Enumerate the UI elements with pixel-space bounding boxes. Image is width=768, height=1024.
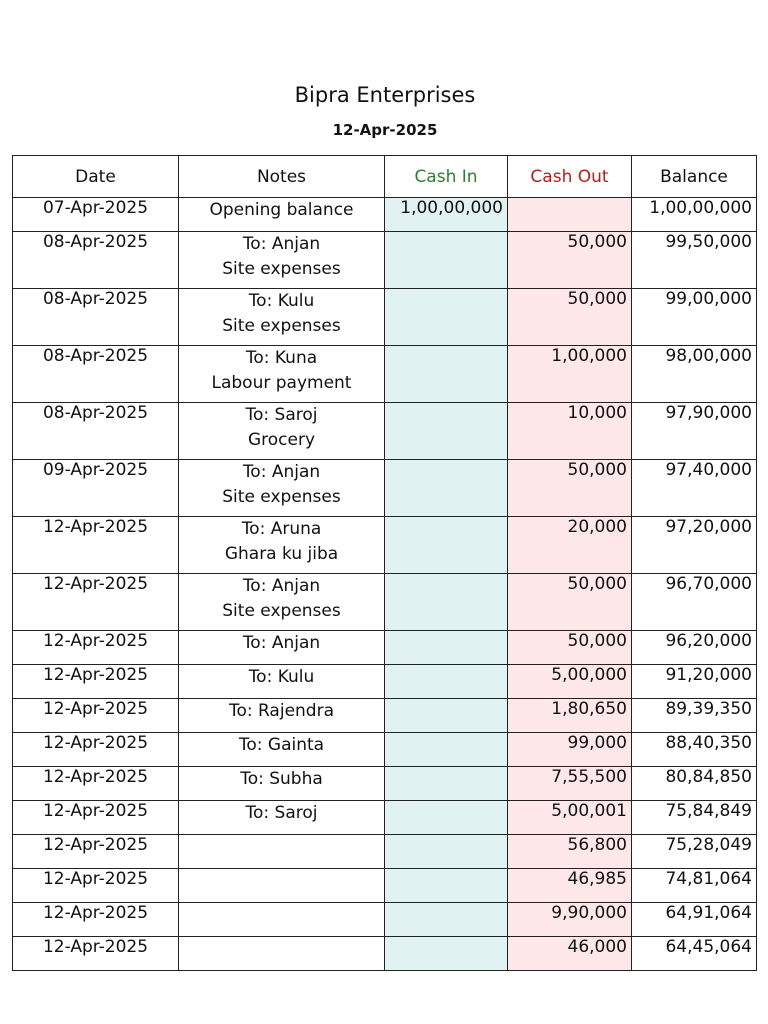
cell-date: 12-Apr-2025 xyxy=(13,903,179,937)
cell-balance: 97,90,000 xyxy=(632,403,757,460)
cell-balance: 99,50,000 xyxy=(632,232,757,289)
cash-ledger-table xyxy=(12,155,757,971)
note-line: Site expenses xyxy=(222,316,341,336)
cell-balance: 75,84,849 xyxy=(632,801,757,835)
cell-cash-in xyxy=(385,801,508,835)
cell-cash-out: 46,985 xyxy=(508,869,632,903)
cell-balance: 64,45,064 xyxy=(632,937,757,971)
cell-notes xyxy=(179,346,385,403)
cell-cash-out: 99,000 xyxy=(508,733,632,767)
note-line: To: Aruna xyxy=(241,519,322,539)
note-line: To: Gainta xyxy=(238,735,325,755)
cell-date: 07-Apr-2025 xyxy=(13,198,179,232)
note-line: To: Subha xyxy=(240,769,323,789)
cell-balance: 80,84,850 xyxy=(632,767,757,801)
note-line: Site expenses xyxy=(222,601,341,621)
table-row xyxy=(13,232,757,289)
note-line: To: Rajendra xyxy=(228,701,335,721)
cell-cash-out: 50,000 xyxy=(508,289,632,346)
table-row xyxy=(13,198,757,232)
cell-cash-out: 5,00,001 xyxy=(508,801,632,835)
table-row xyxy=(13,767,757,801)
note-line: To: Anjan xyxy=(242,633,321,653)
cell-date: 12-Apr-2025 xyxy=(13,733,179,767)
column-header-balance: Balance xyxy=(632,156,757,198)
cell-cash-in xyxy=(385,869,508,903)
cell-date: 12-Apr-2025 xyxy=(13,665,179,699)
table-row xyxy=(13,460,757,517)
cell-cash-in xyxy=(385,937,508,971)
cell-cash-in xyxy=(385,403,508,460)
cell-cash-in xyxy=(385,665,508,699)
cell-balance: 91,20,000 xyxy=(632,665,757,699)
cell-cash-in xyxy=(385,733,508,767)
cell-cash-out: 7,55,500 xyxy=(508,767,632,801)
cell-cash-out: 50,000 xyxy=(508,232,632,289)
note-line: Ghara ku jiba xyxy=(224,544,339,564)
table-row xyxy=(13,665,757,699)
cell-balance: 99,00,000 xyxy=(632,289,757,346)
cell-notes xyxy=(179,835,385,869)
cell-date: 09-Apr-2025 xyxy=(13,460,179,517)
cell-cash-in xyxy=(385,903,508,937)
table-row xyxy=(13,403,757,460)
cell-cash-out: 56,800 xyxy=(508,835,632,869)
note-line: To: Kulu xyxy=(248,667,315,687)
cell-cash-in xyxy=(385,574,508,631)
cell-balance: 96,70,000 xyxy=(632,574,757,631)
note-line: Site expenses xyxy=(222,487,341,507)
table-row xyxy=(13,346,757,403)
cell-date: 08-Apr-2025 xyxy=(13,403,179,460)
cell-date: 12-Apr-2025 xyxy=(13,517,179,574)
cell-notes xyxy=(179,517,385,574)
cell-notes xyxy=(179,767,385,801)
note-line: Grocery xyxy=(247,430,316,450)
cell-notes xyxy=(179,733,385,767)
cell-notes xyxy=(179,403,385,460)
note-line: To: Anjan xyxy=(242,462,321,482)
table-row xyxy=(13,835,757,869)
table-row xyxy=(13,903,757,937)
table-row xyxy=(13,517,757,574)
table-row xyxy=(13,631,757,665)
cell-balance: 88,40,350 xyxy=(632,733,757,767)
cell-notes xyxy=(179,699,385,733)
note-line: Labour payment xyxy=(211,373,352,393)
table-row xyxy=(13,289,757,346)
cell-cash-out: 50,000 xyxy=(508,631,632,665)
cell-cash-in: 1,00,00,000 xyxy=(385,198,508,232)
cell-date: 12-Apr-2025 xyxy=(13,574,179,631)
cell-notes xyxy=(179,198,385,232)
cell-balance: 89,39,350 xyxy=(632,699,757,733)
cell-cash-in xyxy=(385,289,508,346)
cell-notes xyxy=(179,937,385,971)
column-header-notes: Notes xyxy=(179,156,385,198)
cell-date: 08-Apr-2025 xyxy=(13,346,179,403)
cell-cash-out: 46,000 xyxy=(508,937,632,971)
cell-cash-in xyxy=(385,460,508,517)
cell-balance: 97,20,000 xyxy=(632,517,757,574)
cell-cash-out: 50,000 xyxy=(508,460,632,517)
table-row xyxy=(13,733,757,767)
table-row xyxy=(13,801,757,835)
cell-notes xyxy=(179,665,385,699)
note-line: To: Kuna xyxy=(245,348,318,368)
column-header-cash-out: Cash Out xyxy=(508,156,632,198)
cell-cash-in xyxy=(385,835,508,869)
note-line: Site expenses xyxy=(222,259,341,279)
cell-cash-out: 10,000 xyxy=(508,403,632,460)
cell-cash-in xyxy=(385,767,508,801)
note-line: To: Saroj xyxy=(245,405,318,425)
cell-cash-out: 1,80,650 xyxy=(508,699,632,733)
cell-cash-out: 9,90,000 xyxy=(508,903,632,937)
table-row xyxy=(13,574,757,631)
cell-balance: 96,20,000 xyxy=(632,631,757,665)
cell-date: 12-Apr-2025 xyxy=(13,801,179,835)
cell-cash-in xyxy=(385,517,508,574)
cell-notes xyxy=(179,631,385,665)
cell-balance: 98,00,000 xyxy=(632,346,757,403)
cell-notes xyxy=(179,232,385,289)
cell-cash-in xyxy=(385,699,508,733)
cell-cash-in xyxy=(385,631,508,665)
cell-notes xyxy=(179,869,385,903)
cell-balance: 97,40,000 xyxy=(632,460,757,517)
cell-date: 12-Apr-2025 xyxy=(13,937,179,971)
page-title: Bipra Enterprises xyxy=(294,83,476,107)
cell-notes xyxy=(179,460,385,517)
cell-cash-in xyxy=(385,346,508,403)
cell-balance: 64,91,064 xyxy=(632,903,757,937)
cell-date: 12-Apr-2025 xyxy=(13,869,179,903)
cell-date: 12-Apr-2025 xyxy=(13,835,179,869)
cell-date: 12-Apr-2025 xyxy=(13,631,179,665)
cell-balance: 74,81,064 xyxy=(632,869,757,903)
note-line: Opening balance xyxy=(209,200,354,220)
cell-notes xyxy=(179,801,385,835)
table-header-row xyxy=(13,156,757,198)
cell-cash-out: 5,00,000 xyxy=(508,665,632,699)
table-row xyxy=(13,937,757,971)
cell-balance: 75,28,049 xyxy=(632,835,757,869)
cell-date: 08-Apr-2025 xyxy=(13,232,179,289)
note-line: To: Saroj xyxy=(245,803,318,823)
note-line: To: Kulu xyxy=(248,291,315,311)
ledger-rows xyxy=(13,198,757,971)
table-row xyxy=(13,869,757,903)
column-header-date: Date xyxy=(13,156,179,198)
cell-cash-out: 20,000 xyxy=(508,517,632,574)
cell-cash-in xyxy=(385,232,508,289)
cell-notes xyxy=(179,574,385,631)
cell-notes xyxy=(179,903,385,937)
cell-date: 12-Apr-2025 xyxy=(13,767,179,801)
table-row xyxy=(13,699,757,733)
cell-notes xyxy=(179,289,385,346)
column-header-cash-in: Cash In xyxy=(385,156,508,198)
cell-date: 08-Apr-2025 xyxy=(13,289,179,346)
cell-cash-out xyxy=(508,198,632,232)
cell-cash-out: 50,000 xyxy=(508,574,632,631)
report-date: 12-Apr-2025 xyxy=(332,121,438,139)
cell-cash-out: 1,00,000 xyxy=(508,346,632,403)
note-line: To: Anjan xyxy=(242,234,321,254)
cell-balance: 1,00,00,000 xyxy=(632,198,757,232)
cell-date: 12-Apr-2025 xyxy=(13,699,179,733)
note-line: To: Anjan xyxy=(242,576,321,596)
